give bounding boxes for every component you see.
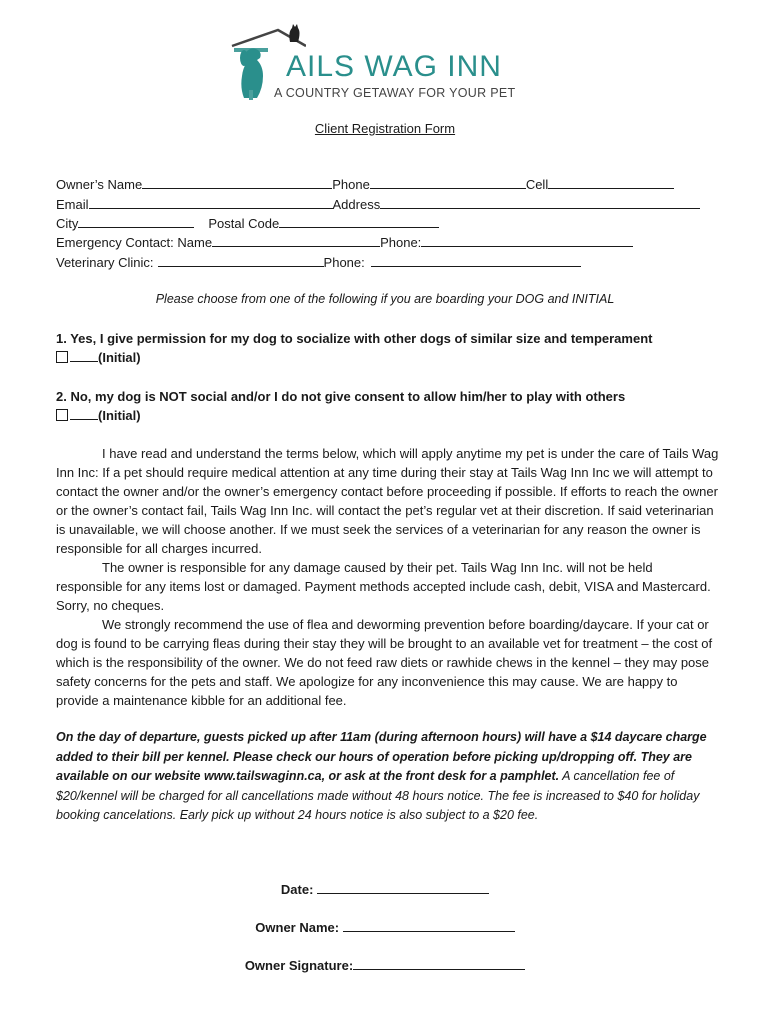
emergency-row bbox=[56, 234, 633, 252]
departure-policy bbox=[56, 728, 722, 826]
date-row bbox=[0, 881, 770, 897]
vet-clinic-label: Veterinary Clinic: bbox=[56, 255, 154, 270]
logo-brand-name: AILS WAG INN bbox=[286, 50, 502, 83]
email-blank[interactable] bbox=[89, 196, 333, 209]
owner-name-sign-row bbox=[0, 919, 770, 935]
emergency-contact-label: Emergency Contact: Name bbox=[56, 235, 213, 250]
tails-wag-inn-logo bbox=[226, 24, 556, 106]
option-socialize-checkbox[interactable] bbox=[56, 351, 68, 363]
address-label: Address bbox=[332, 197, 381, 212]
city-blank[interactable] bbox=[78, 215, 194, 228]
owner-name-sign-label: Owner Name: bbox=[255, 920, 340, 935]
owner-signature-label: Owner Signature: bbox=[244, 958, 354, 973]
vet-phone-blank[interactable] bbox=[371, 254, 581, 267]
option-no-socialize bbox=[56, 387, 625, 425]
owner-signature-row bbox=[0, 957, 770, 973]
city-row bbox=[56, 215, 439, 233]
departure-policy-bold: On the day of departure, guests picked up after 11am (during afternoon hours) will have a $14 daycare charge added to their bill per kennel. Please check our hours of operation before picking up/dropping off. They are available on our website www.tailswaginn.ca, or ask at the front desk for a pamphlet. bbox=[56, 730, 707, 783]
phone-blank[interactable] bbox=[370, 176, 526, 189]
vet-phone-label: Phone: bbox=[323, 255, 365, 270]
option-no-socialize-text: 2. No, my dog is NOT social and/or I do not give consent to allow him/her to play with others bbox=[56, 389, 626, 404]
emergency-name-blank[interactable] bbox=[212, 234, 380, 247]
cell-blank[interactable] bbox=[548, 176, 674, 189]
option-no-socialize-initial-label: (Initial) bbox=[98, 408, 141, 423]
owner-name-sign-blank[interactable] bbox=[343, 919, 515, 932]
owner-signature-blank[interactable] bbox=[353, 957, 525, 970]
email-label: Email bbox=[56, 197, 89, 212]
option-socialize bbox=[56, 329, 652, 367]
terms-paragraph-liability: The owner is responsible for any damage caused by their pet. Tails Wag Inn Inc. will not be held responsible for any items lost or damaged. Payment methods accepted include cash, debit, VISA and Mastercard. Sorry, no cheques. bbox=[56, 560, 711, 613]
phone-label: Phone bbox=[332, 177, 370, 192]
address-blank[interactable] bbox=[380, 196, 700, 209]
postal-code-label: Postal Code bbox=[208, 216, 280, 231]
terms-paragraph-medical: I have read and understand the terms below, which will apply anytime my pet is under the care of Tails Wag Inn Inc: If a pet should require medical attention at any time during their stay at Tails Wag Inn Inc we will attempt to contact the owner and/or the owner’s emergency contact before proceeding if possible. If efforts to reach the owner or the owner’s contact fail, Tails Wag Inn Inc. will contact the pet’s regular vet at their discretion. If said veterinarian is unavailable, we will choose another. If we must seek the services of a veterinarian for any reason the owner is responsible for all charges incurred. bbox=[56, 446, 719, 556]
option-no-socialize-initial-blank[interactable] bbox=[70, 408, 98, 420]
option-no-socialize-checkbox[interactable] bbox=[56, 409, 68, 421]
form-title: Client Registration Form bbox=[314, 121, 456, 136]
vet-row bbox=[56, 254, 581, 272]
option-socialize-initial-label: (Initial) bbox=[98, 350, 141, 365]
logo-tagline: A COUNTRY GETAWAY FOR YOUR PET bbox=[274, 86, 516, 100]
postal-code-blank[interactable] bbox=[279, 215, 439, 228]
emergency-phone-label: Phone: bbox=[380, 235, 422, 250]
email-row bbox=[56, 196, 700, 214]
date-label: Date: bbox=[280, 882, 314, 897]
cancellation-policy: A cancellation fee of $20/kennel will be charged for all cancellations made without 48 hours notice. The fee is increased to $40 for holiday booking cancelations. Early pick up without 24 hours notice is also subject to a $20 fee. bbox=[56, 769, 700, 822]
dog-boarding-note: Please choose from one of the following if you are boarding your DOG and INITIAL bbox=[155, 292, 615, 306]
option-socialize-text: 1. Yes, I give permission for my dog to socialize with other dogs of similar size and temperament bbox=[56, 331, 653, 346]
owner-row bbox=[56, 176, 674, 194]
option-socialize-initial-blank[interactable] bbox=[70, 350, 98, 362]
emergency-phone-blank[interactable] bbox=[421, 234, 633, 247]
cell-label: Cell bbox=[525, 177, 549, 192]
date-blank[interactable] bbox=[317, 881, 489, 894]
vet-clinic-blank[interactable] bbox=[158, 254, 324, 267]
terms-paragraph-flea: We strongly recommend the use of flea and deworming prevention before boarding/daycare. If your cat or dog is found to be carrying fleas during their stay they will be brought to an available vet for treatment – the cost of which is the responsibility of the owner. We do not feed raw diets or rawhide chews in the kennel – they may pose safety concerns for the pets and staff. We apologize for any inconvenience this may cause. We are happy to provide a maintenance kibble for an additional fee. bbox=[56, 617, 713, 708]
owner-name-label: Owner’s Name bbox=[56, 177, 143, 192]
city-label: City bbox=[56, 216, 79, 231]
owner-name-blank[interactable] bbox=[142, 176, 332, 189]
